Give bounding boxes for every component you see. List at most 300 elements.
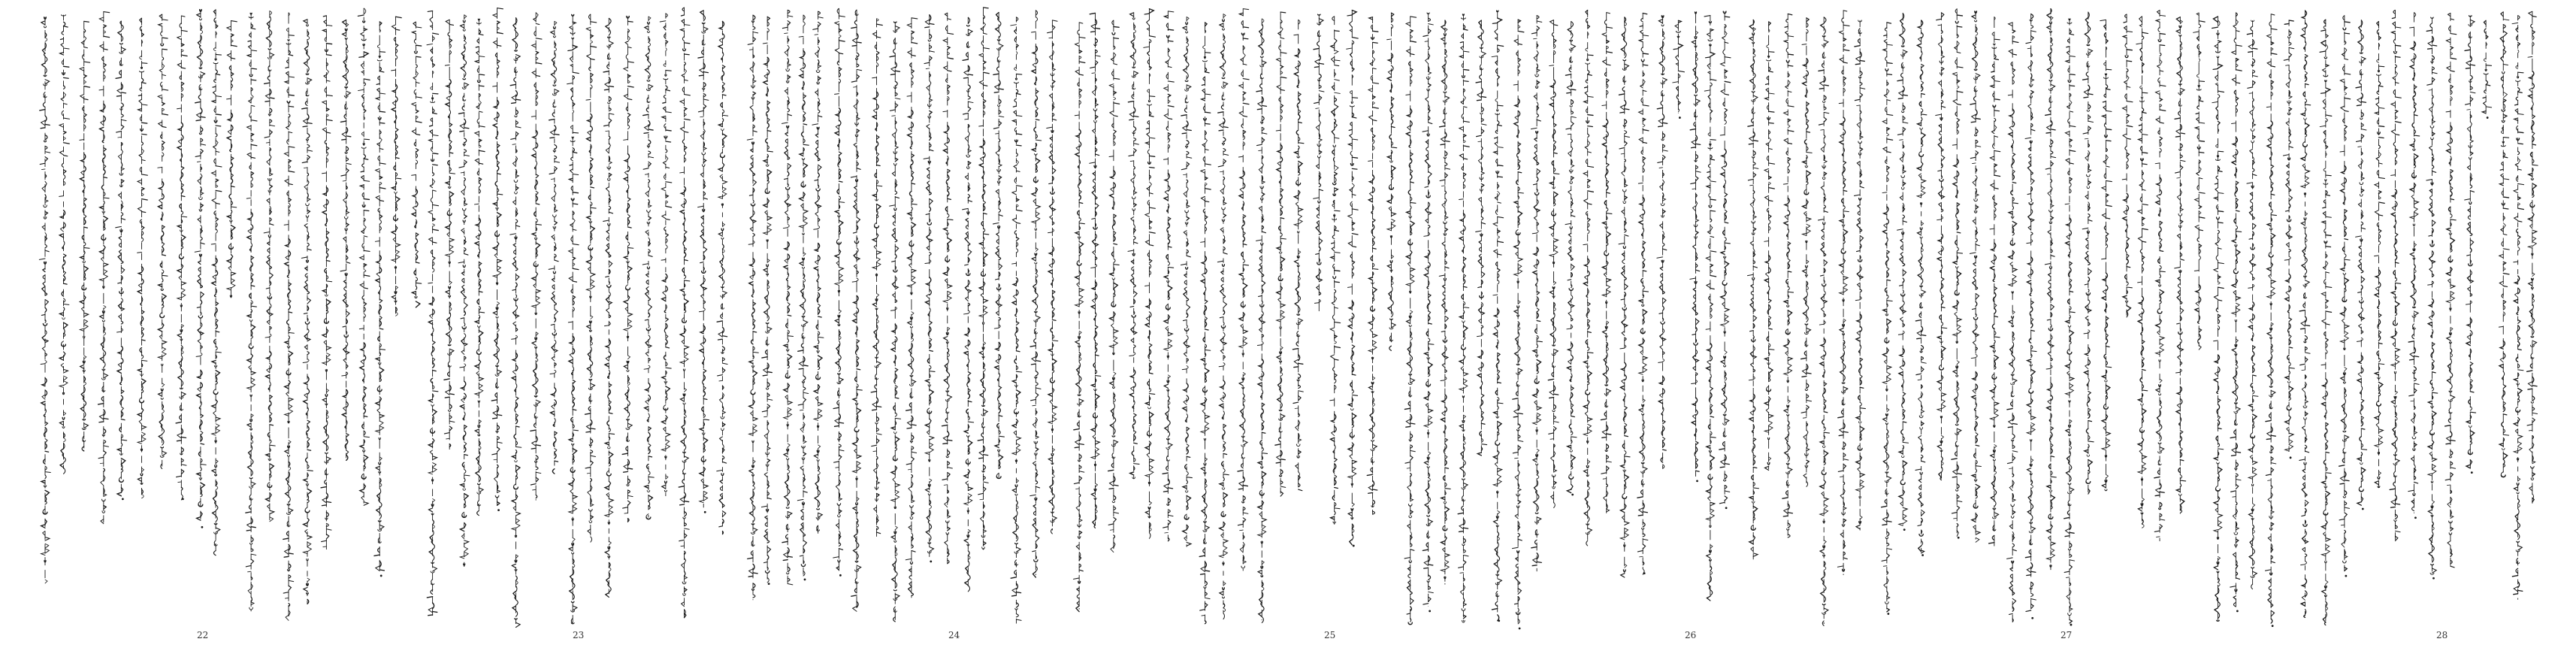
glyph-mark: [479, 341, 480, 345]
sentence-end-mark: [839, 574, 842, 577]
glyph-mark: [646, 191, 649, 196]
glyph-mark: [606, 148, 609, 153]
glyph-mark: [627, 313, 632, 316]
glyph-mark: [475, 159, 479, 163]
glyph-mark: [927, 294, 930, 298]
glyph-mark: [999, 407, 1000, 413]
glyph-mark: [996, 311, 999, 316]
glyph-mark: [1016, 93, 1020, 94]
glyph-mark: [104, 177, 107, 178]
glyph-mark: [195, 101, 201, 102]
glyph-mark: [890, 110, 896, 111]
glyph-mark: [413, 31, 416, 33]
glyph-mark: [212, 282, 216, 286]
glyph-mark: [722, 144, 724, 148]
glyph-mark: [800, 304, 803, 308]
glyph-mark: [682, 602, 685, 607]
glyph-mark: [999, 116, 1004, 117]
glyph-mark: [945, 13, 947, 16]
glyph-mark: [532, 305, 536, 307]
glyph-mark: [198, 387, 201, 392]
text-column: [642, 17, 654, 519]
glyph-mark: [121, 125, 123, 129]
glyph-mark: [750, 67, 753, 72]
glyph-mark: [753, 302, 755, 306]
glyph-mark: [930, 419, 931, 424]
glyph-mark: [703, 247, 706, 253]
glyph-mark: [968, 393, 969, 398]
glyph-mark: [609, 261, 612, 267]
text-column: [510, 17, 522, 627]
glyph-mark: [968, 107, 970, 111]
glyph-mark: [968, 162, 970, 165]
glyph-mark: [251, 309, 252, 313]
glyph-mark: [666, 397, 667, 401]
glyph-mark: [555, 184, 556, 187]
glyph-mark: [364, 225, 366, 231]
glyph-mark: [552, 404, 555, 409]
glyph-mark: [609, 41, 613, 46]
glyph-mark: [788, 286, 790, 289]
glyph-mark: [1049, 263, 1052, 268]
glyph-mark: [379, 149, 383, 150]
glyph-mark: [100, 44, 104, 49]
glyph-mark: [785, 33, 788, 34]
glyph-mark: [198, 376, 201, 378]
glyph-mark: [464, 138, 467, 143]
glyph-mark: [965, 175, 968, 180]
glyph-mark: [703, 380, 704, 385]
glyph-mark: [857, 69, 862, 70]
glyph-mark: [464, 254, 468, 256]
glyph-mark: [433, 463, 437, 468]
glyph-mark: [788, 315, 791, 316]
text-column: [851, 10, 862, 611]
text-column: [80, 21, 90, 451]
glyph-mark: [591, 74, 593, 77]
glyph-mark: [181, 44, 183, 47]
sentence-end-mark: [182, 498, 184, 500]
glyph-mark: [104, 245, 105, 250]
glyph-mark: [645, 126, 649, 131]
glyph-mark: [682, 425, 685, 430]
glyph-mark: [927, 223, 931, 226]
glyph-mark: [722, 336, 727, 337]
glyph-mark: [999, 215, 1002, 216]
glyph-mark: [968, 250, 971, 256]
glyph-mark: [479, 100, 481, 106]
glyph-mark: [178, 482, 182, 483]
glyph-mark: [876, 439, 878, 444]
glyph-mark: [703, 147, 706, 150]
glyph-mark: [346, 163, 352, 164]
glyph-mark: [1036, 205, 1040, 209]
glyph-mark: [588, 267, 590, 271]
glyph-mark: [497, 45, 501, 46]
glyph-mark: [1016, 603, 1018, 607]
glyph-mark: [569, 547, 573, 551]
glyph-mark: [461, 387, 464, 389]
glyph-mark: [162, 294, 166, 300]
glyph-mark: [909, 582, 912, 586]
glyph-mark: [930, 51, 935, 52]
glyph-mark: [552, 196, 555, 201]
glyph-mark: [284, 152, 289, 156]
glyph-mark: [141, 340, 145, 341]
glyph-mark: [493, 123, 497, 127]
glyph-mark: [304, 119, 307, 124]
glyph-mark: [930, 546, 934, 551]
glyph-mark: [703, 496, 707, 501]
glyph-mark: [1016, 444, 1020, 448]
glyph-mark: [700, 349, 703, 353]
text-column: [782, 10, 794, 584]
glyph-mark: [680, 497, 684, 502]
glyph-mark: [84, 21, 89, 22]
glyph-mark: [64, 412, 66, 416]
glyph-mark: [463, 489, 466, 490]
glyph-mark: [304, 383, 307, 385]
glyph-mark: [800, 427, 803, 432]
glyph-mark: [376, 466, 379, 470]
glyph-mark: [753, 200, 754, 203]
glyph-mark: [912, 593, 914, 595]
glyph-mark: [895, 26, 899, 31]
glyph-mark: [395, 138, 396, 144]
glyph-mark: [322, 173, 327, 174]
glyph-mark: [104, 36, 110, 37]
glyph-mark: [121, 47, 125, 52]
glyph-mark: [999, 436, 1004, 437]
glyph-mark: [818, 165, 821, 171]
glyph-mark: [446, 254, 449, 256]
glyph-mark: [893, 477, 895, 482]
glyph-mark: [81, 171, 84, 175]
glyph-mark: [492, 453, 497, 454]
glyph-mark: [1033, 571, 1036, 577]
glyph-mark: [1052, 319, 1056, 320]
glyph-mark: [982, 322, 984, 324]
glyph-mark: [587, 473, 591, 474]
glyph-mark: [966, 481, 968, 486]
glyph-mark: [325, 140, 326, 144]
glyph-mark: [159, 187, 162, 189]
glyph-mark: [857, 168, 860, 170]
glyph-mark: [751, 392, 755, 395]
text-column: [603, 18, 615, 597]
glyph-mark: [815, 134, 818, 138]
glyph-mark: [801, 509, 803, 513]
glyph-mark: [698, 57, 703, 58]
glyph-mark: [627, 423, 632, 428]
glyph-mark: [604, 125, 609, 126]
glyph-mark: [493, 311, 497, 315]
glyph-mark: [627, 184, 628, 189]
sentence-end-mark: [804, 578, 806, 580]
glyph-mark: [43, 268, 45, 272]
glyph-mark: [84, 114, 86, 117]
glyph-mark: [722, 363, 727, 364]
glyph-mark: [906, 463, 912, 464]
glyph-mark: [552, 235, 555, 239]
glyph-mark: [783, 560, 788, 561]
glyph-mark: [685, 107, 687, 111]
glyph-mark: [121, 162, 122, 168]
glyph-mark: [141, 159, 145, 160]
glyph-mark: [461, 483, 464, 486]
glyph-mark: [536, 161, 537, 166]
glyph-mark: [512, 262, 516, 268]
glyph-mark: [854, 534, 857, 539]
glyph-mark: [1052, 369, 1054, 373]
glyph-mark: [343, 74, 346, 79]
glyph-mark: [429, 399, 433, 402]
glyph-mark: [493, 14, 497, 17]
glyph-mark: [890, 74, 895, 75]
glyph-mark: [45, 157, 47, 162]
glyph-mark: [377, 44, 379, 47]
glyph-mark: [700, 11, 703, 15]
glyph-mark: [930, 136, 931, 141]
glyph-mark: [247, 359, 251, 362]
glyph-mark: [213, 511, 216, 516]
glyph-mark: [966, 297, 969, 301]
glyph-mark: [536, 272, 537, 277]
glyph-mark: [461, 66, 464, 71]
glyph-mark: [818, 17, 824, 18]
glyph-mark: [609, 212, 612, 213]
text-column: [833, 8, 845, 576]
glyph-mark: [324, 341, 326, 345]
glyph-mark: [228, 119, 231, 121]
glyph-mark: [459, 167, 464, 168]
glyph-mark: [553, 85, 556, 86]
glyph-mark: [536, 289, 540, 293]
glyph-mark: [753, 429, 757, 434]
glyph-mark: [570, 589, 573, 594]
glyph-mark: [1050, 94, 1053, 98]
glyph-mark: [516, 132, 518, 136]
glyph-mark: [948, 285, 952, 289]
glyph-mark: [1014, 516, 1017, 521]
glyph-mark: [251, 144, 257, 145]
glyph-mark: [803, 210, 808, 213]
glyph-mark: [1079, 399, 1084, 404]
glyph-mark: [227, 98, 231, 99]
glyph-mark: [907, 23, 912, 27]
glyph-mark: [43, 531, 45, 536]
glyph-mark: [549, 173, 555, 174]
glyph-mark: [101, 185, 103, 189]
glyph-mark: [416, 65, 417, 68]
glyph-mark: [996, 27, 999, 32]
glyph-mark: [767, 498, 771, 499]
glyph-mark: [626, 54, 627, 59]
glyph-mark: [346, 434, 349, 437]
glyph-mark: [751, 340, 753, 344]
glyph-mark: [1052, 516, 1057, 521]
glyph-mark: [609, 505, 612, 510]
glyph-mark: [646, 274, 649, 277]
glyph-mark: [301, 257, 307, 258]
glyph-mark: [892, 133, 895, 138]
glyph-mark: [121, 261, 123, 263]
glyph-mark: [649, 17, 651, 20]
glyph-mark: [591, 207, 596, 208]
glyph-mark: [376, 430, 379, 432]
glyph-mark: [966, 219, 968, 223]
glyph-mark: [643, 168, 649, 169]
glyph-mark: [891, 499, 895, 501]
glyph-mark: [722, 519, 724, 524]
glyph-mark: [475, 241, 479, 245]
glyph-mark: [573, 22, 576, 24]
glyph-mark: [984, 201, 986, 205]
glyph-mark: [627, 198, 630, 201]
glyph-mark: [753, 92, 755, 95]
glyph-mark: [753, 180, 756, 186]
glyph-mark: [909, 568, 912, 572]
glyph-mark: [665, 74, 667, 76]
glyph-mark: [361, 176, 364, 180]
glyph-mark: [591, 537, 592, 542]
glyph-mark: [753, 80, 756, 83]
glyph-mark: [433, 179, 435, 185]
glyph-mark: [360, 283, 364, 288]
glyph-mark: [307, 489, 311, 495]
glyph-mark: [816, 189, 820, 191]
glyph-mark: [231, 226, 234, 232]
glyph-mark: [181, 470, 183, 474]
glyph-mark: [428, 607, 432, 613]
glyph-mark: [446, 103, 449, 107]
glyph-mark: [1048, 349, 1052, 352]
glyph-mark: [606, 297, 609, 303]
glyph-mark: [1016, 619, 1021, 620]
glyph-mark: [412, 129, 416, 134]
glyph-mark: [104, 25, 106, 28]
glyph-mark: [945, 142, 948, 147]
glyph-mark: [1052, 26, 1054, 30]
glyph-mark: [979, 163, 983, 167]
glyph-mark: [464, 412, 465, 417]
glyph-mark: [606, 187, 609, 192]
text-column: [797, 15, 809, 580]
glyph-mark: [178, 139, 181, 144]
glyph-mark: [945, 540, 948, 545]
glyph-mark: [307, 150, 313, 151]
glyph-mark: [515, 192, 518, 194]
glyph-mark: [379, 414, 384, 418]
text-column: [871, 19, 882, 537]
glyph-mark: [476, 456, 479, 462]
text-column: [176, 16, 187, 500]
glyph-mark: [84, 356, 86, 359]
glyph-mark: [361, 63, 364, 69]
text-column: [549, 21, 559, 474]
glyph-mark: [246, 512, 251, 513]
glyph-mark: [497, 165, 499, 171]
glyph-mark: [606, 248, 609, 254]
glyph-mark: [199, 198, 203, 200]
glyph-mark: [158, 167, 162, 168]
glyph-mark: [416, 301, 419, 307]
glyph-mark: [285, 385, 289, 389]
glyph-mark: [343, 326, 346, 327]
glyph-mark: [231, 45, 237, 46]
glyph-mark: [767, 372, 772, 373]
glyph-mark: [761, 506, 767, 507]
glyph-mark: [609, 428, 610, 431]
glyph-mark: [838, 515, 841, 517]
glyph-mark: [427, 597, 432, 598]
glyph-mark: [786, 188, 790, 190]
glyph-mark: [646, 107, 649, 112]
glyph-mark: [1036, 388, 1041, 389]
glyph-mark: [978, 440, 983, 441]
glyph-mark: [984, 184, 986, 188]
glyph-mark: [930, 443, 933, 447]
glyph-mark: [286, 615, 289, 620]
glyph-mark: [286, 244, 289, 247]
glyph-mark: [666, 386, 670, 392]
glyph-mark: [80, 159, 83, 162]
glyph-mark: [322, 540, 327, 541]
glyph-mark: [764, 434, 767, 439]
glyph-mark: [682, 340, 684, 344]
glyph-mark: [475, 393, 479, 395]
glyph-mark: [307, 407, 308, 412]
glyph-mark: [1079, 89, 1081, 92]
glyph-mark: [249, 45, 251, 49]
glyph-mark: [627, 36, 630, 42]
glyph-mark: [764, 63, 767, 65]
glyph-mark: [416, 134, 419, 135]
glyph-mark: [681, 15, 684, 16]
glyph-mark: [766, 571, 769, 574]
glyph-mark: [703, 419, 709, 420]
glyph-mark: [912, 452, 917, 453]
glyph-mark: [364, 386, 366, 390]
glyph-mark: [681, 563, 684, 568]
glyph-mark: [340, 270, 346, 271]
glyph-mark: [213, 392, 218, 395]
glyph-mark: [497, 8, 503, 9]
glyph-mark: [270, 273, 273, 279]
glyph-mark: [606, 131, 609, 132]
glyph-mark: [645, 26, 649, 29]
glyph-mark: [216, 134, 217, 138]
glyph-mark: [1090, 67, 1096, 68]
glyph-mark: [216, 54, 221, 55]
glyph-mark: [722, 406, 723, 411]
text-column: [660, 14, 672, 496]
glyph-mark: [876, 37, 880, 38]
glyph-mark: [948, 191, 949, 196]
glyph-mark: [214, 79, 216, 83]
glyph-mark: [1095, 115, 1097, 119]
glyph-mark: [475, 429, 479, 433]
glyph-mark: [1012, 453, 1016, 455]
glyph-mark: [664, 227, 666, 231]
glyph-mark: [361, 147, 366, 148]
glyph-mark: [99, 279, 103, 281]
glyph-mark: [44, 26, 47, 28]
glyph-mark: [323, 193, 326, 195]
glyph-mark: [463, 20, 465, 23]
glyph-mark: [536, 13, 538, 19]
glyph-mark: [45, 124, 50, 125]
